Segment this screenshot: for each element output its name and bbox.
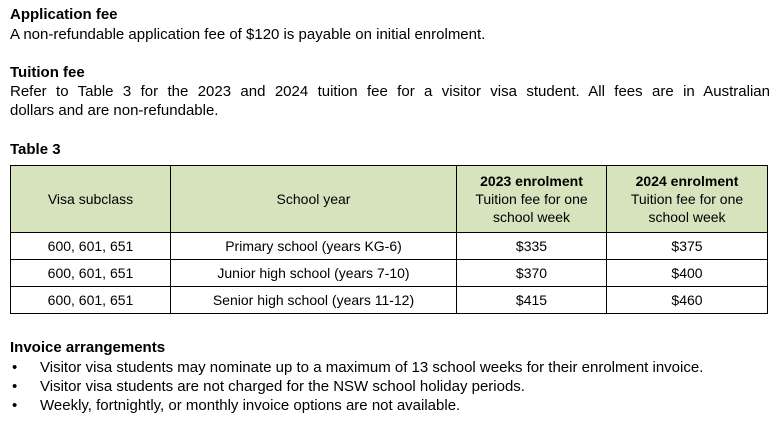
- list-item: [0, 396, 703, 415]
- list-item-text: Weekly, fortnightly, or monthly invoice options are not available.: [40, 397, 461, 414]
- bullet-icon: •: [12, 359, 18, 376]
- list-item: [0, 377, 703, 396]
- header-2024-sub-2: school week: [648, 209, 726, 225]
- tuition-fee-text-line-2: dollars and are non-refundable.: [10, 102, 219, 119]
- cell-fee-2024: $375: [607, 233, 768, 260]
- header-2024-title: 2024 enrolment: [635, 173, 739, 189]
- table-row: [11, 260, 768, 287]
- bullet-icon: •: [12, 378, 18, 395]
- header-2023-title: 2023 enrolment: [480, 173, 583, 189]
- cell-fee-2024: $460: [607, 287, 768, 314]
- header-school-year: [171, 166, 457, 233]
- header-visa-subclass: [11, 166, 171, 233]
- bullet-icon: •: [12, 397, 18, 414]
- cell-fee-2023: $415: [457, 287, 607, 314]
- application-fee-heading: Application fee: [10, 6, 118, 23]
- cell-fee-2024: $400: [607, 260, 768, 287]
- invoice-arrangements-heading: Invoice arrangements: [10, 339, 166, 356]
- header-2024-enrolment: [607, 166, 768, 233]
- cell-school-year: Primary school (years KG-6): [171, 233, 457, 260]
- list-item: [0, 358, 703, 377]
- cell-visa-subclass: 600, 601, 651: [11, 233, 171, 260]
- header-2023-enrolment: [457, 166, 607, 233]
- header-school-year-label: School year: [276, 191, 351, 207]
- header-2023-sub-1: Tuition fee for one: [475, 191, 588, 207]
- cell-school-year: Junior high school (years 7-10): [171, 260, 457, 287]
- header-visa-subclass-label: Visa subclass: [47, 191, 134, 207]
- header-2024-sub-1: Tuition fee for one: [630, 191, 744, 207]
- list-item-text: Visitor visa students are not charged for the NSW school holiday periods.: [40, 378, 525, 395]
- cell-fee-2023: $335: [457, 233, 607, 260]
- tuition-fee-text: [10, 82, 770, 120]
- cell-visa-subclass: 600, 601, 651: [11, 287, 171, 314]
- invoice-arrangements-list: [0, 358, 703, 415]
- cell-visa-subclass: 600, 601, 651: [11, 260, 171, 287]
- cell-fee-2023: $370: [457, 260, 607, 287]
- table-caption: Table 3: [10, 141, 61, 158]
- tuition-fee-text-line-1: Refer to Table 3 for the 2023 and 2024 tuition fee for a visitor visa student. All fees are in Australian: [10, 83, 770, 100]
- header-2023-sub-2: school week: [492, 209, 571, 225]
- cell-school-year: Senior high school (years 11-12): [171, 287, 457, 314]
- table-header-row: [11, 166, 768, 233]
- tuition-fee-heading: Tuition fee: [10, 64, 85, 81]
- list-item-text: Visitor visa students may nominate up to a maximum of 13 school weeks for their enrolment invoice.: [40, 359, 704, 376]
- tuition-fee-table: [10, 165, 768, 314]
- table-row: [11, 233, 768, 260]
- application-fee-text: A non-refundable application fee of $120 is payable on initial enrolment.: [10, 26, 486, 43]
- table-row: [11, 287, 768, 314]
